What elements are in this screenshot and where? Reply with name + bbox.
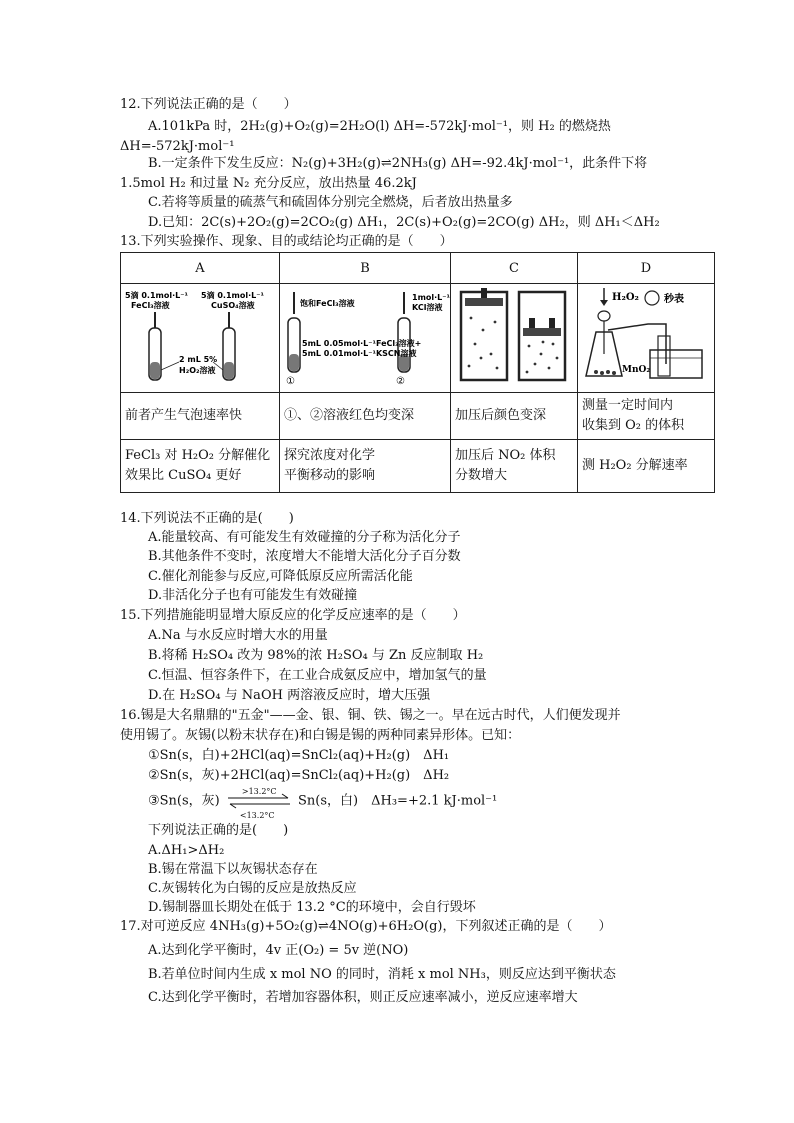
q16-option-c: C.灰锡转化为白锡的反应是放热反应 (148, 881, 357, 896)
q16-reaction-2: ②Sn(s，灰)+2HCl(aq)=SnCl₂(aq)+H₂(g) ΔH₂ (148, 768, 450, 783)
conclusion-b: 探究浓度对化学 平衡移动的影响 (280, 440, 451, 493)
q17-option-c: C.达到化学平衡时，若增加容器体积，则正反应速率减小，逆反应速率增大 (148, 990, 578, 1005)
q16-option-b: B.锡在常温下以灰锡状态存在 (148, 862, 318, 877)
label-b5: 5mL 0.01mol·L⁻¹KSCN溶液 (302, 349, 417, 358)
observation-a: 前者产生气泡速率快 (121, 393, 280, 440)
col-header-a: A (121, 253, 280, 284)
q16-option-d: D.锡制器皿长期处在低于 13.2 °C的环境中，会自行毁坏 (148, 900, 476, 915)
label-timer: 秒表 (664, 294, 684, 305)
reaction-3-left: ③Sn(s，灰) (148, 793, 220, 809)
timer-icon (645, 291, 659, 305)
q14-option-a: A.能量较高、有可能发生有效碰撞的分子称为活化分子 (148, 530, 461, 545)
q12-option-c: C.若将等质量的硫蒸气和硫固体分别完全燃烧，后者放出热量多 (148, 195, 513, 210)
col-header-b: B (280, 253, 451, 284)
gas-collection-diagram (578, 284, 714, 388)
observation-b: ①、②溶液红色均变深 (280, 393, 451, 440)
col-header-d: D (578, 253, 715, 284)
conclusion-a: FeCl₃ 对 H₂O₂ 分解催化 效果比 CuSO₄ 更好 (121, 440, 280, 493)
reaction-3-right: Sn(s，白) ΔH₃=+2.1 kJ·mol⁻¹ (298, 793, 498, 809)
label-a1: 5滴 0.1mol·L⁻¹ (125, 291, 188, 300)
fecl3-kscn-diagram (280, 284, 450, 388)
q17-option-a: A.达到化学平衡时，4v 正(O₂) = 5v 逆(NO) (148, 943, 409, 958)
q17-stem: 17.对可逆反应 4NH₃(g)+5O₂(g)⇌4NO(g)+6H₂O(g)，下列叙述正确的是（ ） (120, 919, 612, 934)
q12-stem: 12.下列说法正确的是（ ） (120, 97, 297, 112)
apparatus-d (578, 284, 715, 393)
conclusion-d: 测 H₂O₂ 分解速率 (578, 440, 715, 493)
q16-stem-line1: 16.锡是大名鼎鼎的"五金"——金、银、铜、铁、锡之一。早在远古时代，人们便发现并 (120, 708, 621, 723)
arrow-top-condition: >13.2°C (241, 787, 277, 796)
label-a3: 5滴 0.1mol·L⁻¹ (201, 291, 264, 300)
label-b1: 饱和FeCl₃溶液 (300, 299, 355, 308)
q12-option-b-line2: 1.5mol H₂ 和过量 N₂ 充分反应，放出热量 46.2kJ (120, 176, 417, 191)
q15-stem: 15.下列措施能明显增大原反应的化学反应速率的是（ ） (120, 608, 466, 623)
q16-reaction-3 (148, 787, 498, 820)
label-a5: 2 mL 5% (179, 355, 218, 364)
arrow-bottom-condition: <13.2°C (239, 811, 275, 820)
apparatus-a (121, 284, 280, 393)
q16-option-a: A.ΔH₁>ΔH₂ (148, 843, 225, 858)
test-tubes-diagram (121, 284, 279, 388)
q15-option-c: C.恒温、恒容条件下，在工业合成氨反应中，增加氢气的量 (148, 668, 487, 683)
apparatus-c (451, 284, 578, 393)
label-b4: 5mL 0.05mol·L⁻¹FeCl₃溶液+ (302, 339, 422, 348)
label-a6: H₂O₂溶液 (179, 366, 216, 375)
label-a2: FeCl₃溶液 (131, 301, 170, 310)
q13-experiment-table (120, 252, 715, 493)
q13-stem: 13.下列实验操作、现象、目的或结论均正确的是（ ） (120, 234, 453, 249)
observation-d: 测量一定时间内 收集到 O₂ 的体积 (578, 393, 715, 440)
syringe-compression-diagram (451, 284, 577, 388)
observation-c: 加压后颜色变深 (451, 393, 578, 440)
equilibrium-arrow-icon (224, 787, 294, 820)
q12-option-a-line2: ΔH=-572kJ·mol⁻¹ (120, 139, 235, 154)
q14-option-d: D.非活化分子也有可能发生有效碰撞 (148, 588, 358, 603)
q17-option-b: B.若单位时间内生成 x mol NO 的同时，消耗 x mol NH₃，则反应达到平衡状态 (148, 967, 616, 982)
q12-option-a-line1: A.101kPa 时，2H₂(g)+O₂(g)=2H₂O(l) ΔH=-572kJ·mol⁻¹，则 H₂ 的燃烧热 (148, 119, 611, 134)
q16-ask: 下列说法正确的是( ) (148, 823, 289, 838)
q12-option-d: D.已知：2C(s)+2O₂(g)=2CO₂(g) ΔH₁，2C(s)+O₂(g)=2CO(g) ΔH₂，则 ΔH₁＜ΔH₂ (148, 215, 660, 230)
label-mno2: MnO₂ (622, 365, 651, 375)
conclusion-c: 加压后 NO₂ 体积 分数增大 (451, 440, 578, 493)
q15-option-b: B.将稀 H₂SO₄ 改为 98%的浓 H₂SO₄ 与 Zn 反应制取 H₂ (148, 648, 484, 663)
label-h2o2: H₂O₂ (612, 292, 639, 303)
label-a4: CuSO₄溶液 (211, 301, 255, 310)
label-tube1: ① (286, 376, 295, 387)
q14-stem: 14.下列说法不正确的是( ) (120, 511, 294, 526)
q15-option-d: D.在 H₂SO₄ 与 NaOH 两溶液反应时，增大压强 (148, 688, 431, 703)
q16-stem-line2: 使用锡了。灰锡(以粉末状存在)和白锡是锡的两种同素异形体。已知： (120, 728, 521, 743)
q12-option-b-line1: B.一定条件下发生反应：N₂(g)+3H₂(g)⇌2NH₃(g) ΔH=-92.4kJ·mol⁻¹，此条件下将 (148, 156, 648, 171)
label-tube2: ② (396, 376, 405, 387)
label-b3: KCl溶液 (412, 303, 443, 312)
q16-reaction-1: ①Sn(s，白)+2HCl(aq)=SnCl₂(aq)+H₂(g) ΔH₁ (148, 748, 450, 763)
label-b2: 1mol·L⁻¹ (412, 293, 450, 302)
q15-option-a: A.Na 与水反应时增大水的用量 (148, 628, 328, 643)
q14-option-b: B.其他条件不变时，浓度增大不能增大活化分子百分数 (148, 549, 461, 564)
apparatus-b (280, 284, 451, 393)
col-header-c: C (451, 253, 578, 284)
q14-option-c: C.催化剂能参与反应,可降低原反应所需活化能 (148, 569, 413, 584)
